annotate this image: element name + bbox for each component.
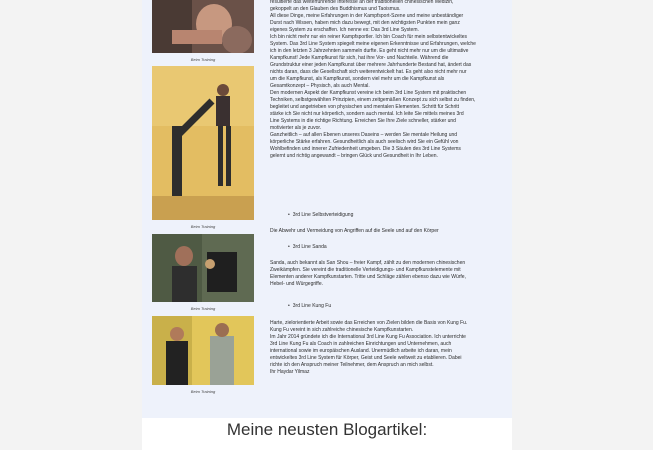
list-item: • 3rd Line Selbstverteidigung	[288, 212, 353, 218]
training-photo-2	[152, 66, 254, 220]
sanda-paragraph: Sanda, auch bekannt als San Shou – freier Kampf, zählt zu den modernen chinesischen Zweikämpfen. Sie vereint die traditionelle Verteidigungs- und Kampfkunstelemente mit Elementen anderer Kampfkunstarten. Tritte und Schläge zählen ebenso dazu wie Würfe, Hebel- und Würgegriffe.	[270, 260, 466, 287]
list-item: • 3rd Line Kung Fu	[288, 303, 331, 309]
photo-caption: Beim Training	[190, 306, 216, 311]
list-item: • 3rd Line Sanda	[288, 244, 327, 250]
kung-fu-paragraph: Harte, zielorientierte Arbeit sowie das Erreichen von Zielen bilden die Basis von Kung Fu. Kung Fu vereint in sich zahlreiche chinesische Kampfkunstarten. Im Jahr 2014 gründete ich die International 3rd Line Kung Fu Association. Ich unterrichte 3rd Line Kung Fu als Coach in zahlreichen Einrichtungen und Unternehmen, auch international sowie im europäischen Ausland. Unermüdlich arbeite ich daran, mein entwickeltes 3rd Line System für Körper, Geist und Seele weltweit zu etablieren. Dabei richte ich den Anspruch meiner Teilnehmer, dem Anspruch an mich selbst. Ihr Haydar Yilmaz	[270, 320, 468, 375]
photo-caption: Beim Training	[190, 224, 216, 229]
intro-paragraph: resultierte das weiterführende Interesse an der traditionellen chinesischen Medizin, gekoppelt an den Glauben des Buddhismus und Taoismus. All diese Dinge, meine Erfahrungen in der Kampfsport-Szene und meine unbeständiger Durst nach Wissen, haben mich dazu bewegt, mit den wichtigsten Punkten mein ganz eigenes System zu erschaffen. Ich nenne es: Das 3rd Line System. Ich bin nicht mehr nur ein reiner Kampfsportler. Ich bin Coach für mein selbstentwickeltes System. Das 3rd Line System spiegelt meine eigenen Erkenntnisse und Erfahrungen, welche ich in den letzten 3 Jahrzehnten sammeln durfte. Es geht nicht mehr nur um die ultimative Kampfkunst! Jede Kampfkunst für sich, hat ihre Vor- und Nachteile. Während die Grundstruktur einer jeden Kampfkunst über mehrere Jahrhunderte Bestand hat, ändert das nichts daran, dass die Gesellschaft sich weiterentwickelt hat. Es geht also nicht mehr nur um die Kampfkunst, als Kampfkunst, sondern viel mehr um die Kampfkunst als Gesamtkonzept – Physisch, als auch Mental. Den modernen Aspekt der Kampfkunst vereine ich beim 3rd Line System mit praktischen Techniken, selbstgewählten Prinzipien, einem zeitgemäßen Konzept zu sich selbst zu finden, begleitet und angetrieben von physischen und mentalen Elementen. Schritt für Schritt stärke ich Sie nicht nur körperlich, sondern auch mental. Ich leite Sie mittels meines 3rd Line Systems in die richtige Richtung. Erreichen Sie Ihre Ziele schneller, stärker und motivierter als je zuvor. Ganzheitlich – auf allen Ebenen unseres Daseins – werden Sie mentale Heilung und körperliche Stärke erfahren. Gesundheitlich als auch seelisch wird Sie ein Gefühl von Wohlbefinden und innerer Zufriedenheit umgeben. Die 3 Säulen des 3rd Line Systems gelernt und richtig angewandt – bringen Glück und Gesundheit in Ihr Leben.	[270, 0, 476, 159]
selbstverteidigung-paragraph: Die Abwehr und Vermeidung von Angriffen auf die Seele und auf den Körper	[270, 228, 439, 234]
blog-section-title: Meine neusten Blogartikel:	[226, 420, 428, 439]
training-photo-1	[152, 0, 254, 53]
photo-caption: Beim Training	[190, 389, 216, 394]
photo-caption: Beim Training	[190, 57, 216, 62]
training-photo-4	[152, 316, 254, 385]
training-photo-3	[152, 234, 254, 302]
